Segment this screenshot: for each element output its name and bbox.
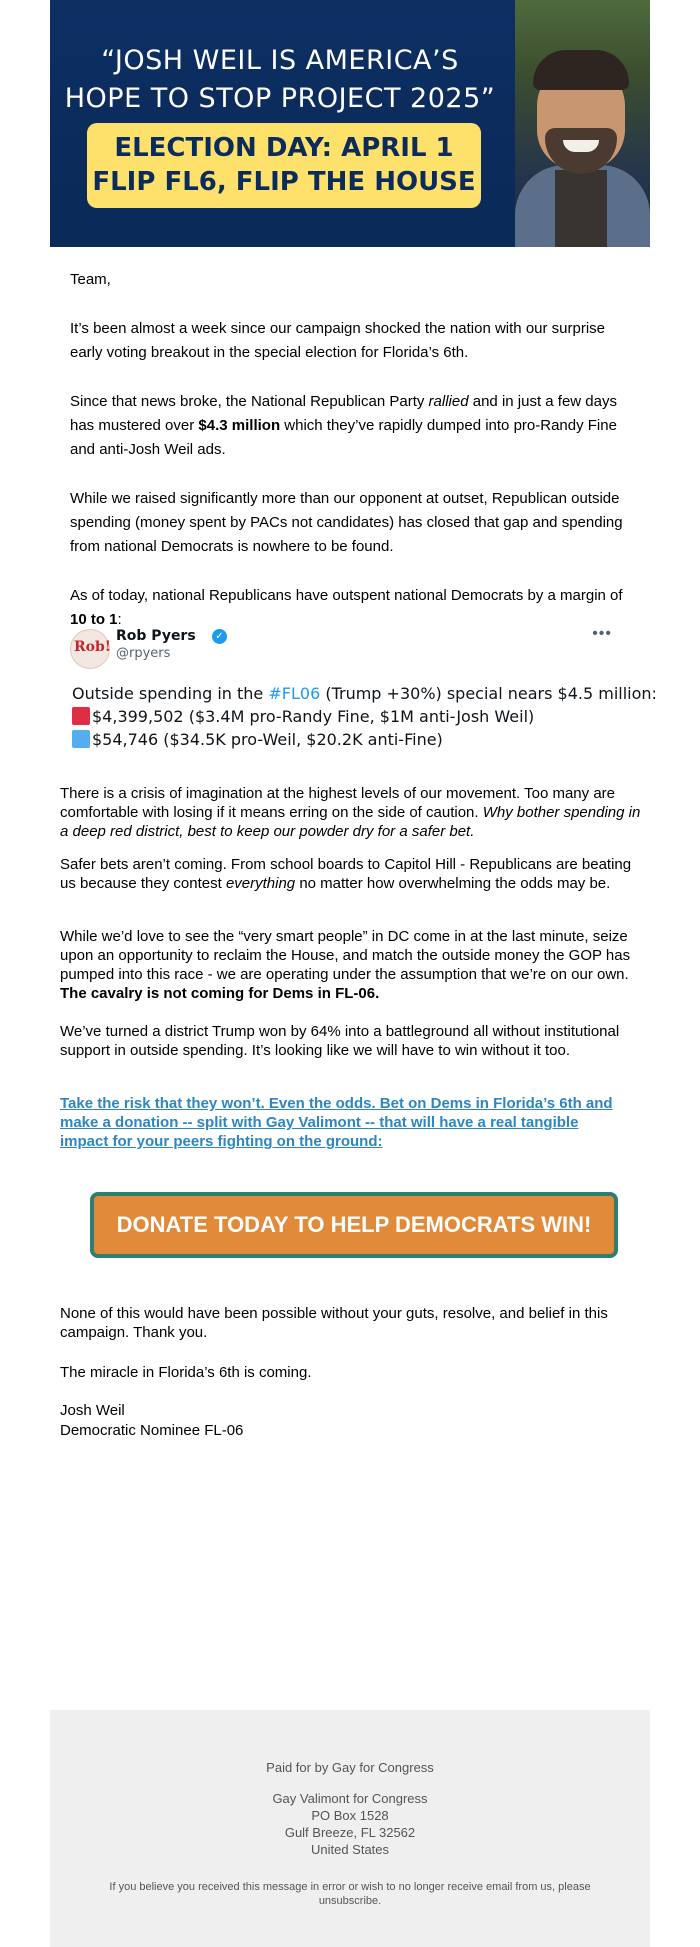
paragraph-battleground: We’ve turned a district Trump won by 64% into a battleground all without institutional support in outside spending. It’s looking like we will have to win without it too. — [60, 1023, 620, 1059]
email-container — [50, 0, 657, 1907]
more-options-icon[interactable]: ••• — [592, 625, 612, 642]
tweet-line-2: $4,399,502 ($3.4M pro-Randy Fine, $1M anti-Josh Weil) — [72, 706, 534, 728]
paragraph-republican-rally: Since that news broke, the National Republican Party rallied and in just a few days has mustered over $4.3 million which they’ve rapidly dumped into pro-Randy Fine and anti-Josh Weil ads. — [70, 393, 617, 458]
address-line-3: Gulf Breeze, FL 32562 — [284, 1825, 416, 1840]
paid-for-disclaimer: Paid for by Gay for Congress — [266, 1760, 434, 1775]
address-line-1: Gay Valimont for Congress — [272, 1791, 428, 1806]
red-square-icon — [72, 707, 90, 725]
blue-square-icon — [72, 730, 90, 748]
hero-banner — [50, 0, 650, 247]
address-line-4: United States — [310, 1842, 390, 1857]
paragraph-early-voting: It’s been almost a week since our campaign shocked the nation with our surprise early voting breakout in the special election for Florida’s 6th. — [70, 320, 606, 361]
signature-title: Democratic Nominee FL-06 — [60, 1422, 244, 1439]
hero-quote-line2: HOPE TO STOP PROJECT 2025” — [64, 83, 496, 114]
email-footer — [50, 1710, 650, 1947]
election-day-line2: FLIP FL6, FLIP THE HOUSE — [92, 167, 476, 197]
signature-name: Josh Weil — [60, 1402, 125, 1419]
paragraph-safer-bets: Safer bets aren’t coming. From school boards to Capitol Hill - Republicans are beating us because they contest everything no matter how overwhelming the odds may be. — [60, 856, 632, 892]
tweet-author-handle[interactable]: @rpyers — [116, 646, 171, 661]
paragraph-outside-spending: While we raised significantly more than our opponent at outset, Republican outside spending (money spent by PACs not candidates) has closed that gap and spending from national Democrats is nowhere to be found. — [70, 490, 623, 555]
candidate-photo — [515, 0, 650, 247]
paragraph-thank-you: None of this would have been possible without your guts, resolve, and belief in this campaign. Thank you. — [60, 1305, 608, 1341]
greeting: Team, — [70, 271, 111, 288]
verified-badge-icon: ✓ — [212, 629, 227, 644]
hashtag-link[interactable]: #FL06 — [268, 684, 321, 703]
tweet-author-name[interactable]: Rob Pyers — [116, 628, 196, 644]
election-day-line1: ELECTION DAY: APRIL 1 — [114, 133, 454, 163]
hero-quote-line1: “JOSH WEIL IS AMERICA’S — [101, 45, 459, 76]
paragraph-cavalry: While we’d love to see the “very smart people” in DC come in at the last minute, seize upon an opportunity to reclaim the House, and match the outside money the GOP has pumped into this race - we are operating under the assumption that we’re on our own. The cavalry is not coming for Dems in FL-06. — [60, 928, 631, 1002]
unsubscribe-notice[interactable]: If you believe you received this message in error or wish to no longer receive email from us, please unsubscribe. — [109, 1881, 591, 1907]
paragraph-crisis-of-imagination: There is a crisis of imagination at the highest levels of our movement. Too many are comfortable with losing if it means erring on the side of caution. Why bother spending in a deep red district, best to keep our powder dry for a safer bet. — [60, 785, 641, 840]
donate-text-link[interactable]: Take the risk that they won’t. Even the odds. Bet on Dems in Florida’s 6th and make a donation -- split with Gay Valimont -- that will have a real tangible impact for your peers fighting on the ground: — [60, 1095, 613, 1150]
address-line-2: PO Box 1528 — [311, 1808, 389, 1823]
hero-quote — [50, 42, 510, 118]
tweet-line-3: $54,746 ($34.5K pro-Weil, $20.2K anti-Fine) — [72, 729, 443, 751]
paragraph-outspent: As of today, national Republicans have outspent national Democrats by a margin of 10 to 1: — [70, 587, 623, 628]
tweet-embed[interactable] — [70, 625, 657, 755]
paragraph-miracle: The miracle in Florida’s 6th is coming. — [60, 1364, 312, 1381]
tweet-avatar: Rob! — [70, 629, 110, 669]
donate-button[interactable]: DONATE TODAY TO HELP DEMOCRATS WIN! — [90, 1192, 618, 1258]
tweet-line-1: Outside spending in the #FL06 (Trump +30%) special nears $4.5 million: — [72, 684, 657, 703]
election-day-box — [87, 123, 481, 208]
